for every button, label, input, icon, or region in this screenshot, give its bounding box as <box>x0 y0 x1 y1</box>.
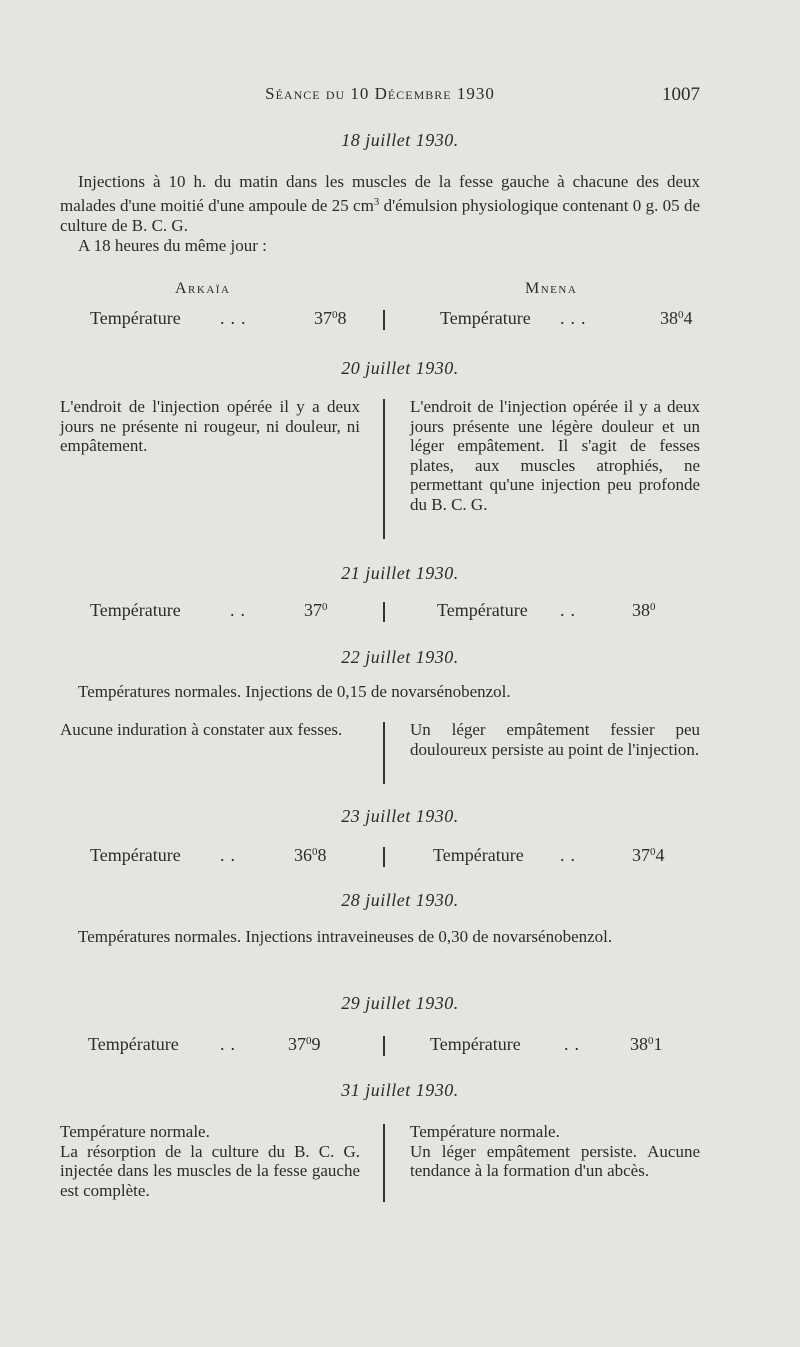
column-divider <box>383 310 385 330</box>
paragraph-temperatures <box>60 682 700 702</box>
note-right <box>410 1122 700 1181</box>
temp-label-right: Température <box>437 600 528 620</box>
paragraph-text-end: d'émulsion physiologique contenant 0 g. 05 de culture de B. C. G. <box>60 196 700 235</box>
column-divider <box>383 399 385 539</box>
two-column-notes <box>60 397 700 547</box>
header-title: Séance du 10 Décembre 1930 <box>265 84 495 103</box>
note-left: L'endroit de l'injection opérée il y a deux jours ne présente ni rougeur, ni douleur, ni empâtement. <box>60 397 360 455</box>
superscript: 3 <box>373 196 380 208</box>
temp-label-left: Température <box>90 308 181 328</box>
temp-value-right: $38^04$ <box>660 308 693 328</box>
temp-value-right: $37^04$ <box>632 845 665 865</box>
paragraph-temperatures <box>60 927 700 947</box>
temp-value-right: $38^01$ <box>630 1034 663 1054</box>
note-line: Un léger empâtement persiste. Aucune tendance à la formation d'un abcès. <box>410 1141 700 1180</box>
column-divider <box>383 1124 385 1202</box>
temperature-row <box>60 600 700 624</box>
leader-dots: ... <box>560 308 592 328</box>
temp-label-left: Température <box>90 600 181 620</box>
leader-dots: .. <box>560 600 581 620</box>
temperature-row <box>60 308 700 332</box>
date-heading: 29 juillet 1930. <box>341 993 459 1013</box>
temp-value-left: $36^08$ <box>294 845 327 865</box>
note-line: Température normale. <box>410 1122 560 1141</box>
temp-value-left: $37^08$ <box>314 308 347 328</box>
date-heading: 28 juillet 1930. <box>341 890 459 910</box>
temperature-row <box>60 845 700 869</box>
temp-label-right: Température <box>433 845 524 865</box>
leader-dots: .. <box>220 1034 241 1054</box>
leader-dots: .. <box>560 845 581 865</box>
two-column-notes <box>60 1122 700 1212</box>
note-line: Température normale. <box>60 1122 210 1141</box>
date-heading: 20 juillet 1930. <box>341 358 459 378</box>
date-heading: 21 juillet 1930. <box>341 563 459 583</box>
temp-value-left: $37^09$ <box>288 1034 321 1054</box>
paragraph-injections <box>60 172 700 256</box>
note-right: L'endroit de l'injection opérée il y a deux jours présente une légère douleur et un léger empâtement. Il s'agit de fesses plates, aux muscles atrophiés, ne permettant qu'une injection peu profonde du B. C. G. <box>410 397 700 514</box>
date-heading: 18 juillet 1930. <box>341 130 459 150</box>
temp-label-left: Température <box>88 1034 179 1054</box>
patient-name-right: Mnena <box>525 280 578 297</box>
paragraph-text: Températures normales. Injections de 0,15 de novarsénobenzol. <box>78 682 511 701</box>
column-divider <box>383 722 385 784</box>
temp-value-left: $37^0$ <box>304 600 328 620</box>
column-divider <box>383 1036 385 1056</box>
column-divider <box>383 847 385 867</box>
note-right: Un léger empâtement fessier peu douloureux persiste au point de l'injection. <box>410 720 700 759</box>
temp-label-right: Température <box>440 308 531 328</box>
date-heading: 31 juillet 1930. <box>341 1080 459 1100</box>
two-column-notes <box>60 720 700 790</box>
leader-dots: .. <box>230 600 251 620</box>
leader-dots: .. <box>220 845 241 865</box>
note-left <box>60 1122 360 1200</box>
paragraph-text: A 18 heures du même jour : <box>78 236 267 255</box>
column-divider <box>383 602 385 622</box>
paragraph-text: Injections à 10 h. du matin dans les muscles de la fesse gauche à chacune des deux malades d'une moitié d'une ampoule de 25 cm <box>60 172 700 215</box>
running-header <box>60 84 700 114</box>
temp-label-left: Température <box>90 845 181 865</box>
leader-dots: ... <box>220 308 252 328</box>
note-line: La résorption de la culture du B. C. G. injectée dans les muscles de la fesse gauche est complète. <box>60 1141 360 1200</box>
paragraph-text: Températures normales. Injections intraveineuses de 0,30 de novarsénobenzol. <box>78 927 613 946</box>
note-left: Aucune induration à constater aux fesses. <box>60 720 343 739</box>
date-heading: 22 juillet 1930. <box>341 647 459 667</box>
page-number: 1007 <box>662 84 700 105</box>
temp-label-right: Température <box>430 1034 521 1054</box>
temperature-row <box>60 1034 700 1058</box>
date-heading: 23 juillet 1930. <box>341 806 459 826</box>
leader-dots: .. <box>564 1034 585 1054</box>
temp-value-right: $38^0$ <box>632 600 656 620</box>
patient-name-left: Arkaïa <box>175 280 231 297</box>
